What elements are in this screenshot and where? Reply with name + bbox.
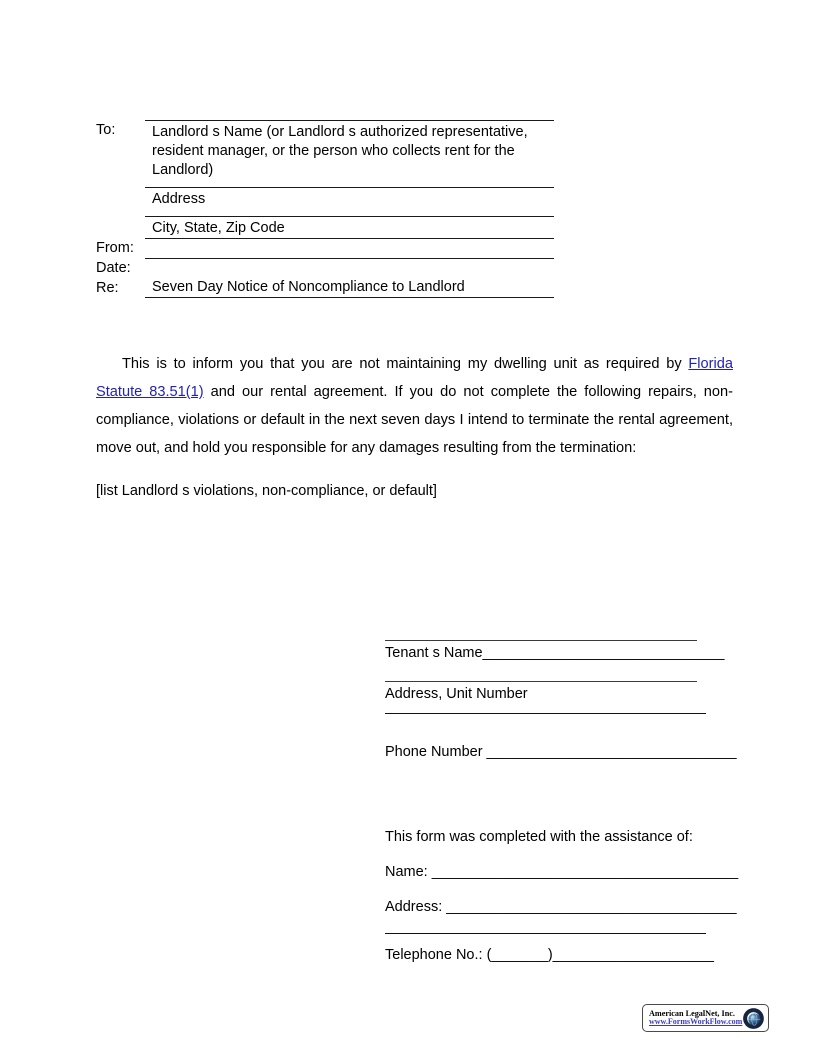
re-row	[96, 278, 756, 298]
from-label: From:	[96, 240, 134, 257]
address-block	[96, 120, 756, 298]
logo-text-group	[646, 1009, 742, 1027]
from-rule[interactable]	[145, 238, 554, 239]
notice-paragraph	[96, 350, 733, 462]
assistance-block	[385, 828, 739, 981]
logo-company-name: American LegalNet, Inc.	[649, 1009, 735, 1019]
tenant-name-label[interactable]: Tenant s Name______________________________	[385, 645, 725, 661]
to-row	[96, 120, 756, 187]
assistance-address-rule-second[interactable]	[385, 933, 706, 934]
date-field	[145, 258, 554, 259]
re-rule	[145, 297, 554, 298]
to-label: To:	[96, 122, 116, 138]
city-row	[96, 216, 756, 238]
address-city-spacer	[96, 209, 756, 216]
globe-icon	[742, 1007, 765, 1030]
phone-number-label[interactable]: Phone Number _______________________________	[385, 744, 737, 760]
american-legalnet-logo[interactable]	[642, 1004, 769, 1032]
assistance-address-field[interactable]: Address: ____________________________________	[385, 899, 737, 915]
body-block	[96, 350, 733, 501]
re-field	[145, 278, 554, 298]
sig-gap-2	[385, 704, 715, 713]
address-field	[145, 187, 554, 209]
address-unit-label: Address, Unit Number	[385, 686, 528, 702]
city-field	[145, 216, 554, 238]
signature-block	[385, 640, 737, 762]
address-row	[96, 187, 756, 209]
to-caption-line-2: resident manager, or the person who collects rent for the	[152, 143, 515, 160]
address-caption: Address	[152, 190, 206, 207]
date-label: Date:	[96, 260, 131, 277]
paragraph-text-after-link: and our rental agreement. If you do not complete the following repairs, non-compliance, violations or default in the next seven days I intend to terminate the rental agreement, move out, and hold you responsible for any damages resulting from the termination:	[96, 384, 733, 456]
violations-list-prompt: [list Landlord s violations, non-compliance, or default]	[96, 483, 437, 499]
sig-gap-1	[385, 663, 715, 681]
to-caption	[145, 121, 554, 187]
to-field	[145, 120, 554, 187]
assistance-telephone-field[interactable]: Telephone No.: (_______)____________________	[385, 947, 714, 963]
paragraph-text-before-link: This is to inform you that you are not maintaining my dwelling unit as required by	[122, 356, 689, 372]
re-value: Seven Day Notice of Noncompliance to Landlord	[152, 279, 465, 296]
date-rule[interactable]	[145, 258, 554, 259]
assistance-heading: This form was completed with the assistance of:	[385, 829, 693, 845]
re-label: Re:	[96, 280, 119, 297]
city-caption: City, State, Zip Code	[152, 219, 285, 236]
address-row-spacer	[96, 187, 145, 188]
to-caption-line-1: Landlord s Name (or Landlord s authorized representative,	[152, 124, 528, 140]
to-caption-line-3: Landlord)	[152, 162, 214, 179]
city-row-spacer	[96, 216, 145, 217]
sig-gap-3	[385, 714, 715, 740]
logo-website-link[interactable]: www.FormsWorkFlow.com	[649, 1017, 743, 1027]
from-row	[96, 238, 756, 258]
date-row	[96, 258, 756, 278]
florida-statute-link[interactable]: Florida Statute 83.51(1)	[96, 356, 733, 400]
from-field	[145, 238, 554, 239]
assistance-name-field[interactable]: Name: ______________________________________	[385, 864, 739, 880]
